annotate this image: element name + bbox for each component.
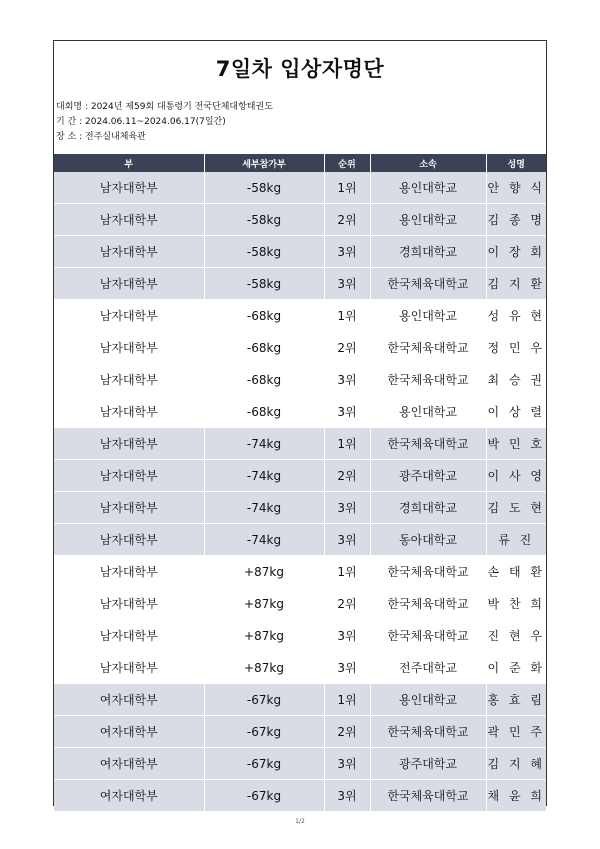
results-body bbox=[54, 172, 546, 812]
cell-name: 김 도 현 bbox=[486, 492, 546, 524]
table-row bbox=[54, 780, 546, 812]
cell-name: 진 현 우 bbox=[486, 620, 546, 652]
table-row bbox=[54, 396, 546, 428]
cell-weight-class: -74kg bbox=[204, 460, 324, 492]
cell-name: 김 지 환 bbox=[486, 268, 546, 300]
cell-name: 정 민 우 bbox=[486, 332, 546, 364]
header-division: 부 bbox=[54, 154, 204, 172]
cell-weight-class: -67kg bbox=[204, 748, 324, 780]
cell-affiliation: 경희대학교 bbox=[370, 236, 486, 268]
header-name: 성명 bbox=[486, 154, 546, 172]
cell-rank: 1위 bbox=[324, 684, 370, 716]
table-row bbox=[54, 684, 546, 716]
cell-affiliation: 용인대학교 bbox=[370, 396, 486, 428]
cell-name: 이 상 렬 bbox=[486, 396, 546, 428]
cell-name: 안 향 식 bbox=[486, 172, 546, 204]
cell-rank: 2위 bbox=[324, 332, 370, 364]
cell-division: 남자대학부 bbox=[54, 492, 204, 524]
cell-division: 남자대학부 bbox=[54, 236, 204, 268]
cell-affiliation: 용인대학교 bbox=[370, 300, 486, 332]
cell-rank: 2위 bbox=[324, 588, 370, 620]
results-table bbox=[54, 154, 546, 812]
header-weight-class: 세부참가부 bbox=[204, 154, 324, 172]
cell-affiliation: 한국체육대학교 bbox=[370, 364, 486, 396]
table-row bbox=[54, 588, 546, 620]
venue-value: 전주실내체육관 bbox=[85, 132, 146, 142]
cell-weight-class: +87kg bbox=[204, 588, 324, 620]
table-row bbox=[54, 300, 546, 332]
cell-affiliation: 한국체육대학교 bbox=[370, 780, 486, 812]
period-value: 2024.06.11~2024.06.17(7일간) bbox=[85, 117, 226, 127]
table-row bbox=[54, 332, 546, 364]
cell-division: 여자대학부 bbox=[54, 684, 204, 716]
cell-division: 남자대학부 bbox=[54, 428, 204, 460]
cell-division: 남자대학부 bbox=[54, 332, 204, 364]
cell-affiliation: 한국체육대학교 bbox=[370, 716, 486, 748]
cell-division: 남자대학부 bbox=[54, 620, 204, 652]
table-row bbox=[54, 492, 546, 524]
period-label: 기 간 : bbox=[56, 117, 86, 127]
cell-name: 김 종 명 bbox=[486, 204, 546, 236]
table-row bbox=[54, 268, 546, 300]
cell-weight-class: -67kg bbox=[204, 716, 324, 748]
header-affiliation: 소속 bbox=[370, 154, 486, 172]
period-info bbox=[56, 116, 226, 128]
cell-name: 박 민 호 bbox=[486, 428, 546, 460]
cell-weight-class: -74kg bbox=[204, 524, 324, 556]
cell-name: 손 태 환 bbox=[486, 556, 546, 588]
cell-name: 이 사 영 bbox=[486, 460, 546, 492]
cell-division: 남자대학부 bbox=[54, 204, 204, 236]
table-row bbox=[54, 364, 546, 396]
cell-rank: 3위 bbox=[324, 236, 370, 268]
cell-rank: 2위 bbox=[324, 460, 370, 492]
cell-affiliation: 한국체육대학교 bbox=[370, 556, 486, 588]
cell-division: 남자대학부 bbox=[54, 300, 204, 332]
cell-affiliation: 한국체육대학교 bbox=[370, 332, 486, 364]
cell-weight-class: -68kg bbox=[204, 300, 324, 332]
cell-division: 남자대학부 bbox=[54, 652, 204, 684]
table-row bbox=[54, 460, 546, 492]
cell-affiliation: 용인대학교 bbox=[370, 172, 486, 204]
cell-affiliation: 동아대학교 bbox=[370, 524, 486, 556]
cell-rank: 3위 bbox=[324, 364, 370, 396]
cell-rank: 2위 bbox=[324, 716, 370, 748]
cell-rank: 1위 bbox=[324, 428, 370, 460]
cell-rank: 3위 bbox=[324, 780, 370, 812]
cell-division: 여자대학부 bbox=[54, 748, 204, 780]
cell-affiliation: 용인대학교 bbox=[370, 204, 486, 236]
cell-rank: 3위 bbox=[324, 268, 370, 300]
cell-division: 남자대학부 bbox=[54, 268, 204, 300]
table-row bbox=[54, 172, 546, 204]
cell-weight-class: -68kg bbox=[204, 364, 324, 396]
cell-weight-class: -68kg bbox=[204, 332, 324, 364]
cell-rank: 3위 bbox=[324, 492, 370, 524]
cell-weight-class: -58kg bbox=[204, 268, 324, 300]
cell-rank: 3위 bbox=[324, 620, 370, 652]
table-row bbox=[54, 428, 546, 460]
cell-weight-class: -67kg bbox=[204, 780, 324, 812]
cell-name: 최 승 권 bbox=[486, 364, 546, 396]
page-number: 1/2 bbox=[295, 818, 305, 825]
venue-info bbox=[56, 131, 146, 143]
cell-affiliation: 용인대학교 bbox=[370, 684, 486, 716]
event-value: 2024년 제59회 대통령기 전국단체대항태권도 bbox=[90, 102, 273, 112]
cell-division: 남자대학부 bbox=[54, 172, 204, 204]
results-sheet bbox=[53, 40, 547, 806]
cell-division: 남자대학부 bbox=[54, 364, 204, 396]
table-header-row bbox=[54, 154, 546, 172]
cell-weight-class: +87kg bbox=[204, 556, 324, 588]
event-label: 대회명 : bbox=[56, 102, 91, 112]
cell-affiliation: 한국체육대학교 bbox=[370, 428, 486, 460]
cell-division: 남자대학부 bbox=[54, 460, 204, 492]
table-row bbox=[54, 524, 546, 556]
cell-division: 남자대학부 bbox=[54, 524, 204, 556]
cell-name: 김 지 혜 bbox=[486, 748, 546, 780]
table-row bbox=[54, 620, 546, 652]
cell-name: 곽 민 주 bbox=[486, 716, 546, 748]
table-row bbox=[54, 748, 546, 780]
cell-affiliation: 한국체육대학교 bbox=[370, 620, 486, 652]
table-row bbox=[54, 652, 546, 684]
page-title: 7일차 입상자명단 bbox=[215, 57, 385, 81]
cell-affiliation: 전주대학교 bbox=[370, 652, 486, 684]
cell-affiliation: 한국체육대학교 bbox=[370, 268, 486, 300]
cell-name: 성 유 현 bbox=[486, 300, 546, 332]
cell-rank: 3위 bbox=[324, 748, 370, 780]
cell-affiliation: 한국체육대학교 bbox=[370, 588, 486, 620]
cell-weight-class: -58kg bbox=[204, 204, 324, 236]
cell-division: 남자대학부 bbox=[54, 396, 204, 428]
cell-weight-class: +87kg bbox=[204, 620, 324, 652]
cell-weight-class: -74kg bbox=[204, 428, 324, 460]
cell-weight-class: -67kg bbox=[204, 684, 324, 716]
header-rank: 순위 bbox=[324, 154, 370, 172]
cell-weight-class: -74kg bbox=[204, 492, 324, 524]
cell-rank: 3위 bbox=[324, 524, 370, 556]
table-row bbox=[54, 716, 546, 748]
cell-weight-class: +87kg bbox=[204, 652, 324, 684]
table-row bbox=[54, 204, 546, 236]
event-info bbox=[56, 101, 273, 113]
cell-rank: 3위 bbox=[324, 652, 370, 684]
cell-rank: 1위 bbox=[324, 556, 370, 588]
cell-name: 이 장 회 bbox=[486, 236, 546, 268]
cell-division: 남자대학부 bbox=[54, 588, 204, 620]
table-row bbox=[54, 236, 546, 268]
cell-rank: 1위 bbox=[324, 300, 370, 332]
cell-affiliation: 광주대학교 bbox=[370, 460, 486, 492]
cell-affiliation: 광주대학교 bbox=[370, 748, 486, 780]
cell-weight-class: -58kg bbox=[204, 172, 324, 204]
cell-affiliation: 경희대학교 bbox=[370, 492, 486, 524]
cell-weight-class: -68kg bbox=[204, 396, 324, 428]
cell-name: 홍 효 림 bbox=[486, 684, 546, 716]
cell-rank: 3위 bbox=[324, 396, 370, 428]
table-row bbox=[54, 556, 546, 588]
cell-name: 류 진 bbox=[486, 524, 546, 556]
cell-division: 여자대학부 bbox=[54, 716, 204, 748]
cell-division: 여자대학부 bbox=[54, 780, 204, 812]
cell-name: 채 윤 희 bbox=[486, 780, 546, 812]
venue-label: 장 소 : bbox=[56, 132, 86, 142]
cell-name: 이 준 화 bbox=[486, 652, 546, 684]
cell-division: 남자대학부 bbox=[54, 556, 204, 588]
cell-rank: 1위 bbox=[324, 172, 370, 204]
cell-name: 박 찬 희 bbox=[486, 588, 546, 620]
cell-weight-class: -58kg bbox=[204, 236, 324, 268]
cell-rank: 2위 bbox=[324, 204, 370, 236]
